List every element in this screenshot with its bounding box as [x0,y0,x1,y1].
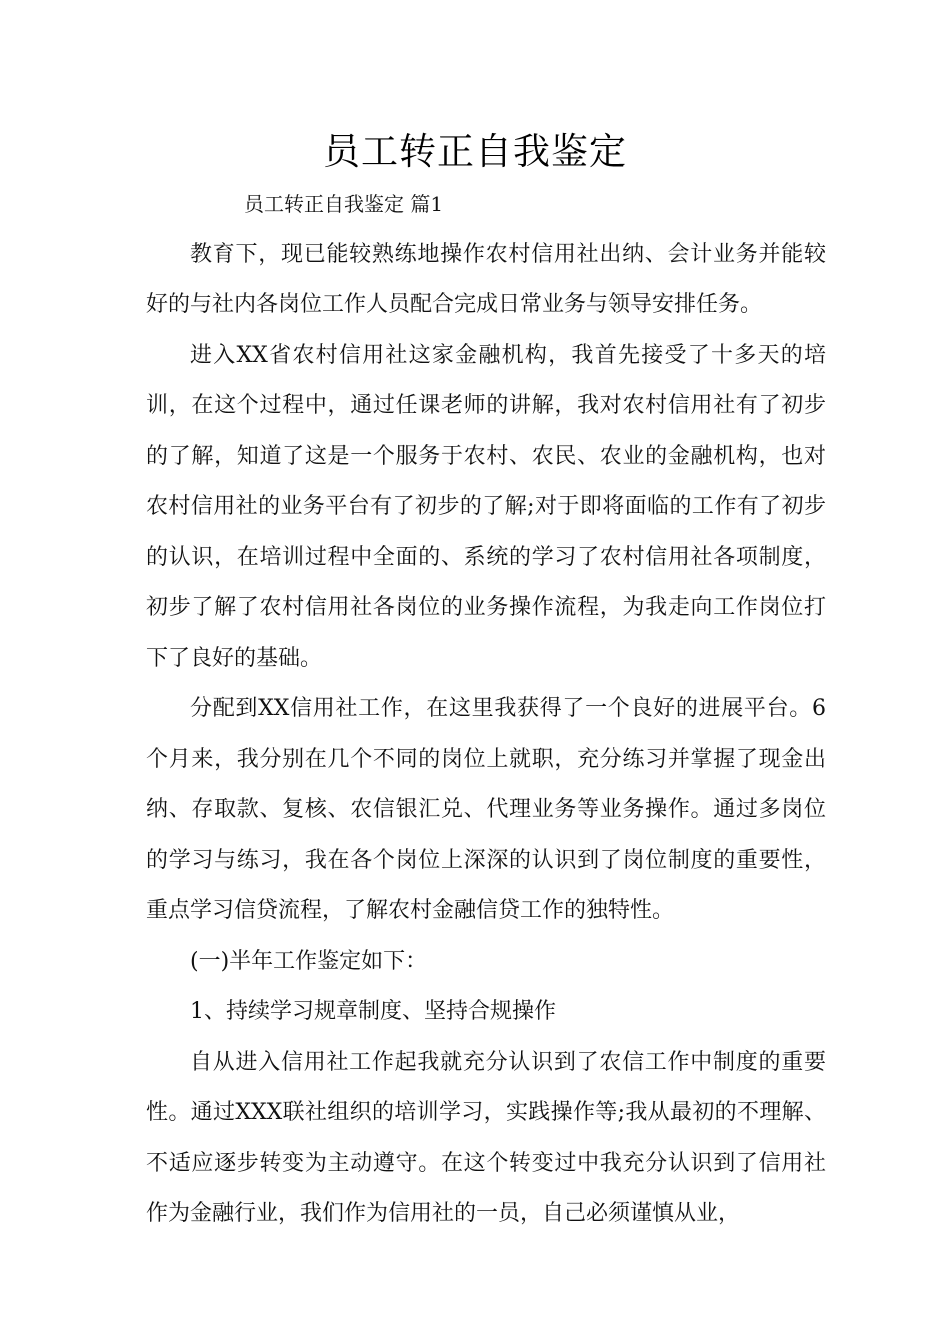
paragraph-training: 进入XX省农村信用社这家金融机构，我首先接受了十多天的培训，在这个过程中，通过任课老师的讲解，我对农村信用社有了初步的了解，知道了这是一个服务于农村、农民、农业的金融机构，也对农村信用社的业务平台有了初步的了解;对于即将面临的工作有了初步的认识，在培训过程中全面的、系统的学习了农村信用社各项制度，初步了解了农村信用社各岗位的业务操作流程，为我走向工作岗位打下了良好的基础。 [146,342,826,671]
section-heading-half-year: (一)半年工作鉴定如下： [190,948,428,974]
paragraph-intro: 教育下，现已能较熟练地操作农村信用社出纳、会计业务并能较好的与社内各岗位工作人员配合完成日常业务与领导安排任务。 [146,241,826,317]
section-subtitle: 员工转正自我鉴定 篇1 [244,192,444,216]
paragraph-rules: 自从进入信用社工作起我就充分认识到了农信工作中制度的重要性。通过XXX联社组织的培训学习，实践操作等;我从最初的不理解、不适应逐步转变为主动遵守。在这个转变过中我充分认识到了信用社作为金融行业，我们作为信用社的一员，自己必须谨慎从业， [146,1049,826,1226]
section-heading-rules: 1、持续学习规章制度、坚持合规操作 [190,999,556,1024]
document-body [146,179,826,1240]
paragraph-assignment: 分配到XX信用社工作，在这里我获得了一个良好的进展平台。6个月来，我分别在几个不同的岗位上就职，充分练习并掌握了现金出纳、存取款、复核、农信银汇兑、代理业务等业务操作。通过多岗位的学习与练习，我在各个岗位上深深的认识到了岗位制度的重要性，重点学习信贷流程，了解农村金融信贷工作的独特性。 [146,696,826,923]
document-title: 员工转正自我鉴定 [323,130,627,173]
